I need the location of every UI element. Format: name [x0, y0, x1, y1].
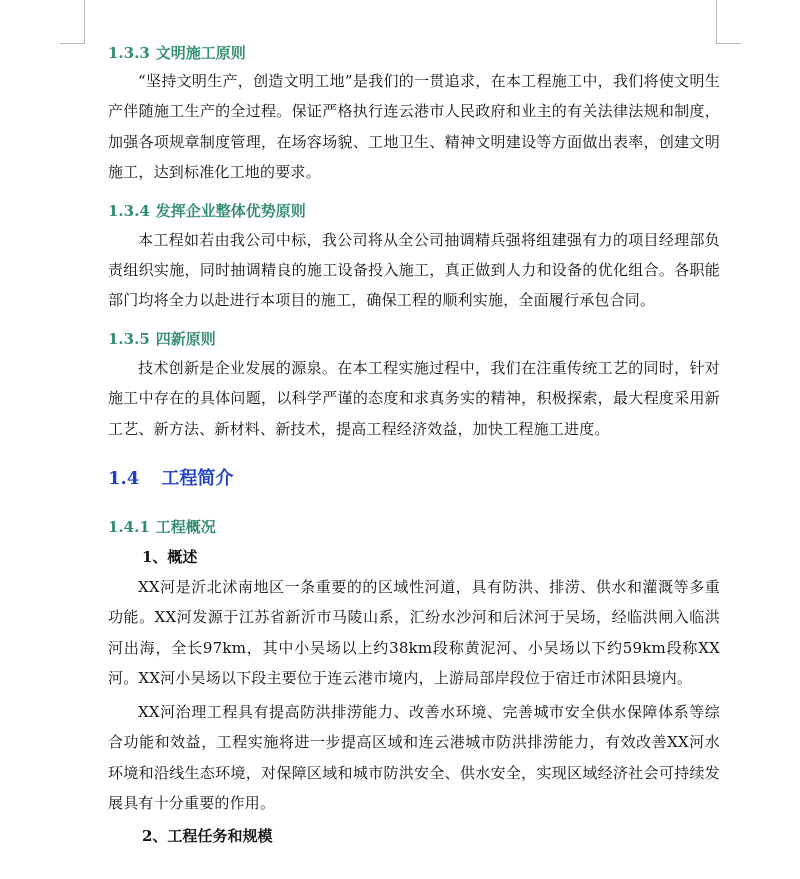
heading-number: 1.4	[108, 468, 140, 490]
document-page	[108, 40, 720, 846]
crop-mark-top-left	[84, 0, 85, 44]
heading-title: 四新原则	[155, 329, 216, 348]
heading-1-4	[108, 467, 720, 491]
heading-title: 发挥企业整体优势原则	[155, 201, 306, 220]
heading-title: 文明施工原则	[155, 44, 246, 62]
heading-number: 1.3.4	[108, 201, 150, 220]
heading-number: 1.4.1	[108, 518, 150, 537]
paragraph-river-overview: XX河是沂北沭南地区一条重要的的区域性河道，具有防洪、排涝、供水和灌溉等多重功能。XX河发源于江苏省新沂市马陵山系，汇纷水沙河和后沭河于吴场，经临洪闸入临洪河出海，全长97km，其中小吴场以上约38km段称黄泥河、小吴场以下约59km段称XX河。XX河小吴场以下段主要位于连云港市境内，上游局部岸段位于宿迁市沭阳县境内。	[108, 578, 720, 688]
heading-number: 1.3.3	[108, 44, 150, 62]
crop-mark-top-right	[716, 0, 717, 44]
heading-title: 工程概况	[155, 518, 216, 537]
subheading-project-scope: 2、工程任务和规模	[142, 827, 273, 846]
heading-title: 工程简介	[161, 468, 234, 490]
subheading-overview: 1、概述	[142, 548, 198, 567]
paragraph-civilized-construction: “坚持文明生产，创造文明工地”是我们的一贯追求，在本工程施工中，我们将使文明生产伴随施工生产的全过程。保证严格执行连云港市人民政府和业主的有关法律法规和制度，加强各项规章制度管理，在场容场貌、工地卫生、精神文明建设等方面做出表率，创建文明施工，达到标准化工地的要求。	[108, 72, 720, 182]
paragraph-four-new: 技术创新是企业发展的源泉。在本工程实施过程中，我们在注重传统工艺的同时，针对施工中存在的具体问题，以科学严谨的态度和求真务实的精神，积极探索，最大程度采用新工艺、新方法、新材料、新技术，提高工程经济效益，加快工程施工进度。	[108, 358, 720, 438]
heading-1-3-4	[108, 201, 720, 221]
heading-number: 1.3.5	[108, 329, 150, 348]
heading-1-3-3	[108, 43, 720, 63]
paragraph-project-benefits: XX河治理工程具有提高防洪排涝能力、改善水环境、完善城市安全供水保障体系等综合功能和效益，工程实施将进一步提高区域和连云港城市防洪排涝能力，有效改善XX河水环境和沿线生态环境，对保障区域和城市防洪安全、供水安全，实现区域经济社会可持续发展具有十分重要的作用。	[108, 702, 720, 812]
crop-mark-top-left	[60, 43, 85, 44]
heading-1-4-1	[108, 517, 720, 537]
heading-1-3-5	[108, 329, 720, 349]
paragraph-enterprise-advantage: 本工程如若由我公司中标，我公司将从全公司抽调精兵强将组建强有力的项目经理部负责组织实施，同时抽调精良的施工设备投入施工，真正做到人力和设备的优化组合。各职能部门均将全力以赴进行本项目的施工，确保工程的顺利实施，全面履行承包合同。	[108, 230, 720, 310]
